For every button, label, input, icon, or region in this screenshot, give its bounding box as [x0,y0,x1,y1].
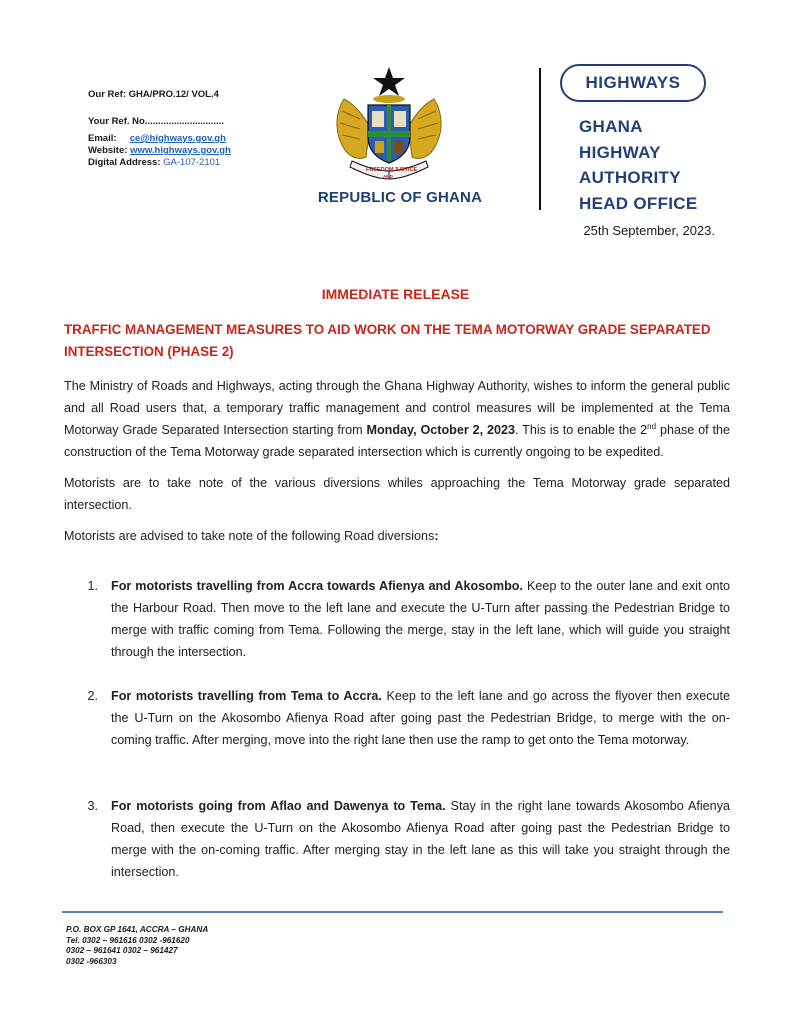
website-line: Website: www.highways.gov.gh [88,145,231,156]
authority-name [579,114,698,216]
diversion-item [64,795,730,883]
footer-line-2: Tel. 0302 – 961616 0302 -961620 [66,935,190,945]
coat-motto-bottom: AND [383,174,393,179]
email-link[interactable]: ce@highways.gov.gh [129,133,226,144]
footer-divider [62,911,723,913]
authority-line-3: AUTHORITY [579,168,681,187]
diversion-text: For motorists travelling from Tema to Accra. Keep to the left lane and go across the flyover then execute the U-Turn on the Akosombo Afienya Road after going past the Pedestrian Bridge, to merge with the on-coming traffic. After merging, move into the right lane then use the ramp to get onto the Tema motorway. [111,689,730,747]
footer-line-1: P.O. BOX GP 1641, ACCRA – GHANA [66,925,209,934]
header-divider [539,68,541,210]
footer-line-4: 0302 -966303 [66,956,117,966]
release-label: IMMEDIATE RELEASE [321,286,470,302]
diversion-item [64,685,730,751]
digital-address-line: Digital Address: GA-107-2101 [88,157,221,168]
paragraph-advice: Motorists are advised to take note of the following Road diversions: [64,529,439,543]
authority-line-4: HEAD OFFICE [579,193,698,213]
your-ref: Your Ref. No.............................. [88,116,225,127]
diversion-text: For motorists going from Aflao and Dawenya to Tema. Stay in the right lane towards Akosombo Afienya Road, then execute the U-Turn on the Akosombo Afienya Road after going past the Pedestrian Bridge to merge with the on-coming traffic. After merging stay in the left lane as this will take you straight through the intersection. [111,799,730,879]
coat-of-arms-emblem [330,65,448,183]
body-text [64,375,730,556]
footer-line-3: 0302 – 961641 0302 – 961427 [66,946,178,956]
letter-date: 25th September, 2023. [583,223,715,238]
release-headline: TRAFFIC MANAGEMENT MEASURES TO AID WORK ON THE TEMA MOTORWAY GRADE SEPARATED INTERSECTION (PHASE 2) [64,322,711,359]
coat-motto-right: JUSTICE [394,167,418,173]
coat-motto-left: FREEDOM [366,167,394,173]
paragraph-intro: The Ministry of Roads and Highways, acting through the Ghana Highway Authority, wishes to inform the general public and all Road users that, a temporary traffic management and control measures will be implemented at the Tema Motorway Grade Separated Intersection starting from Monday, October 2, 2023. This is to enable the 2nd phase of the construction of the Tema Motorway grade separated intersection which is currently ongoing to be expedited. [64,379,730,459]
our-ref: Our Ref: GHA/PRO.12/ VOL.4 [88,89,219,100]
paragraph-note: Motorists are to take note of the various diversions whiles approaching the Tema Motorway grade separated intersection. [64,476,730,512]
highways-badge: HIGHWAYS [560,64,706,102]
diversion-item [64,575,730,663]
diversion-number: 1. [87,579,98,593]
start-date-emphasis: Monday, October 2, 2023 [366,423,515,437]
digital-address-value: GA-107-2101 [163,157,221,168]
email-line: Email: ce@highways.gov.gh [88,133,226,144]
website-link[interactable]: www.highways.gov.gh [130,145,231,156]
diversion-number: 2. [87,689,98,703]
authority-line-2: HIGHWAY [579,142,661,162]
diversion-number: 3. [87,799,98,813]
reference-block [88,88,231,169]
republic-title: REPUBLIC OF GHANA [317,189,483,206]
authority-line-1: GHANA [579,117,643,136]
footer-address [66,925,208,967]
diversion-text: For motorists travelling from Accra towards Afienya and Akosombo. Keep to the outer lane and exit onto the Harbour Road. Then move to the left lane and execute the U-Turn after passing the Pedestrian Bridge to merge with traffic coming from Tema. Following the merge, stay in the left lane, which will guide you straight through the intersection. [111,579,730,659]
